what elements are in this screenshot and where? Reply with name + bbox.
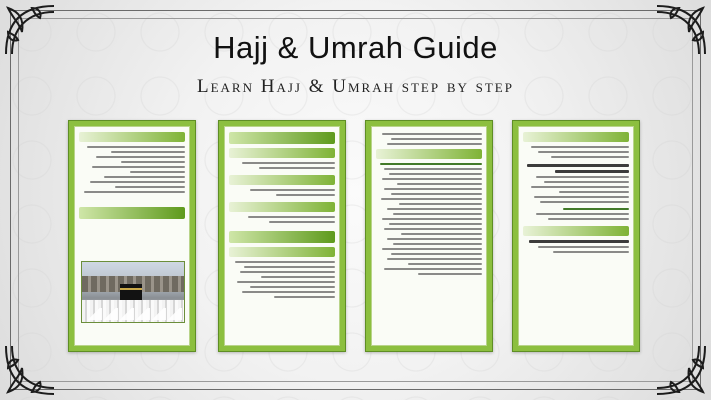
text-line — [393, 213, 482, 215]
text-line — [548, 218, 629, 220]
text-line — [237, 281, 335, 283]
text-line — [92, 166, 185, 168]
text-line — [527, 164, 629, 167]
text-line — [540, 201, 629, 203]
section-header — [79, 132, 185, 142]
app-screen-preview[interactable] — [512, 120, 640, 352]
text-line — [235, 261, 335, 263]
text-line — [531, 186, 629, 188]
section-header — [229, 175, 335, 185]
text-line — [387, 258, 482, 260]
text-line — [382, 218, 482, 220]
text-line — [274, 296, 335, 298]
section-header — [229, 231, 335, 243]
text-line — [115, 186, 185, 188]
text-line — [389, 223, 482, 225]
text-line — [259, 167, 335, 169]
app-screen-preview[interactable] — [218, 120, 346, 352]
text-line — [382, 248, 482, 250]
screen-content — [74, 126, 190, 346]
text-line — [384, 168, 482, 170]
text-line — [382, 178, 482, 180]
text-line — [555, 170, 629, 173]
text-line — [121, 161, 185, 163]
text-line — [408, 263, 482, 265]
section-header — [229, 132, 335, 144]
text-line — [250, 189, 335, 191]
section-header — [229, 148, 335, 158]
text-line — [276, 194, 335, 196]
text-line — [387, 208, 482, 210]
text-line — [399, 203, 482, 205]
text-line — [384, 188, 482, 190]
text-line — [96, 156, 185, 158]
page-title: Hajj & Umrah Guide — [213, 30, 498, 65]
section-header — [523, 132, 629, 142]
text-line — [387, 143, 482, 145]
text-line — [244, 266, 335, 268]
text-line — [536, 176, 629, 178]
text-line — [130, 171, 185, 173]
text-line — [418, 273, 482, 275]
text-line — [380, 163, 482, 165]
text-line — [381, 198, 482, 200]
app-screen-preview[interactable] — [68, 120, 196, 352]
text-line — [391, 193, 482, 195]
text-line — [387, 238, 482, 240]
text-line — [242, 291, 335, 293]
text-line — [384, 268, 482, 270]
text-line — [389, 173, 482, 175]
text-line — [391, 138, 482, 140]
text-line — [261, 276, 335, 278]
text-line — [538, 246, 629, 248]
app-screen-preview[interactable] — [365, 120, 493, 352]
text-line — [391, 253, 482, 255]
page-subtitle: Learn Hajj & Umrah step by step — [197, 76, 514, 97]
text-line — [382, 133, 482, 135]
text-line — [90, 181, 185, 183]
text-line — [393, 243, 482, 245]
section-header — [376, 149, 482, 159]
screen-content — [518, 126, 634, 346]
text-line — [401, 233, 482, 235]
text-line — [240, 271, 335, 273]
text-line — [559, 191, 629, 193]
section-header — [229, 202, 335, 212]
text-line — [111, 151, 185, 153]
text-line — [87, 146, 185, 148]
text-line — [534, 196, 629, 198]
kaaba-photo — [81, 261, 185, 323]
text-line — [250, 286, 335, 288]
text-line — [531, 146, 629, 148]
text-line — [551, 156, 629, 158]
screen-content — [371, 126, 487, 346]
text-line — [384, 228, 482, 230]
text-line — [104, 176, 185, 178]
text-line — [536, 213, 629, 215]
screen-content — [224, 126, 340, 346]
text-line — [84, 191, 185, 193]
text-line — [397, 183, 482, 185]
section-header — [523, 226, 629, 236]
section-header — [229, 247, 335, 257]
text-line — [242, 162, 335, 164]
text-line — [563, 208, 629, 210]
text-line — [538, 151, 629, 153]
text-line — [553, 251, 629, 253]
text-line — [529, 240, 629, 243]
text-line — [269, 221, 335, 223]
text-line — [248, 216, 335, 218]
text-line — [544, 181, 629, 183]
section-header — [79, 207, 185, 219]
